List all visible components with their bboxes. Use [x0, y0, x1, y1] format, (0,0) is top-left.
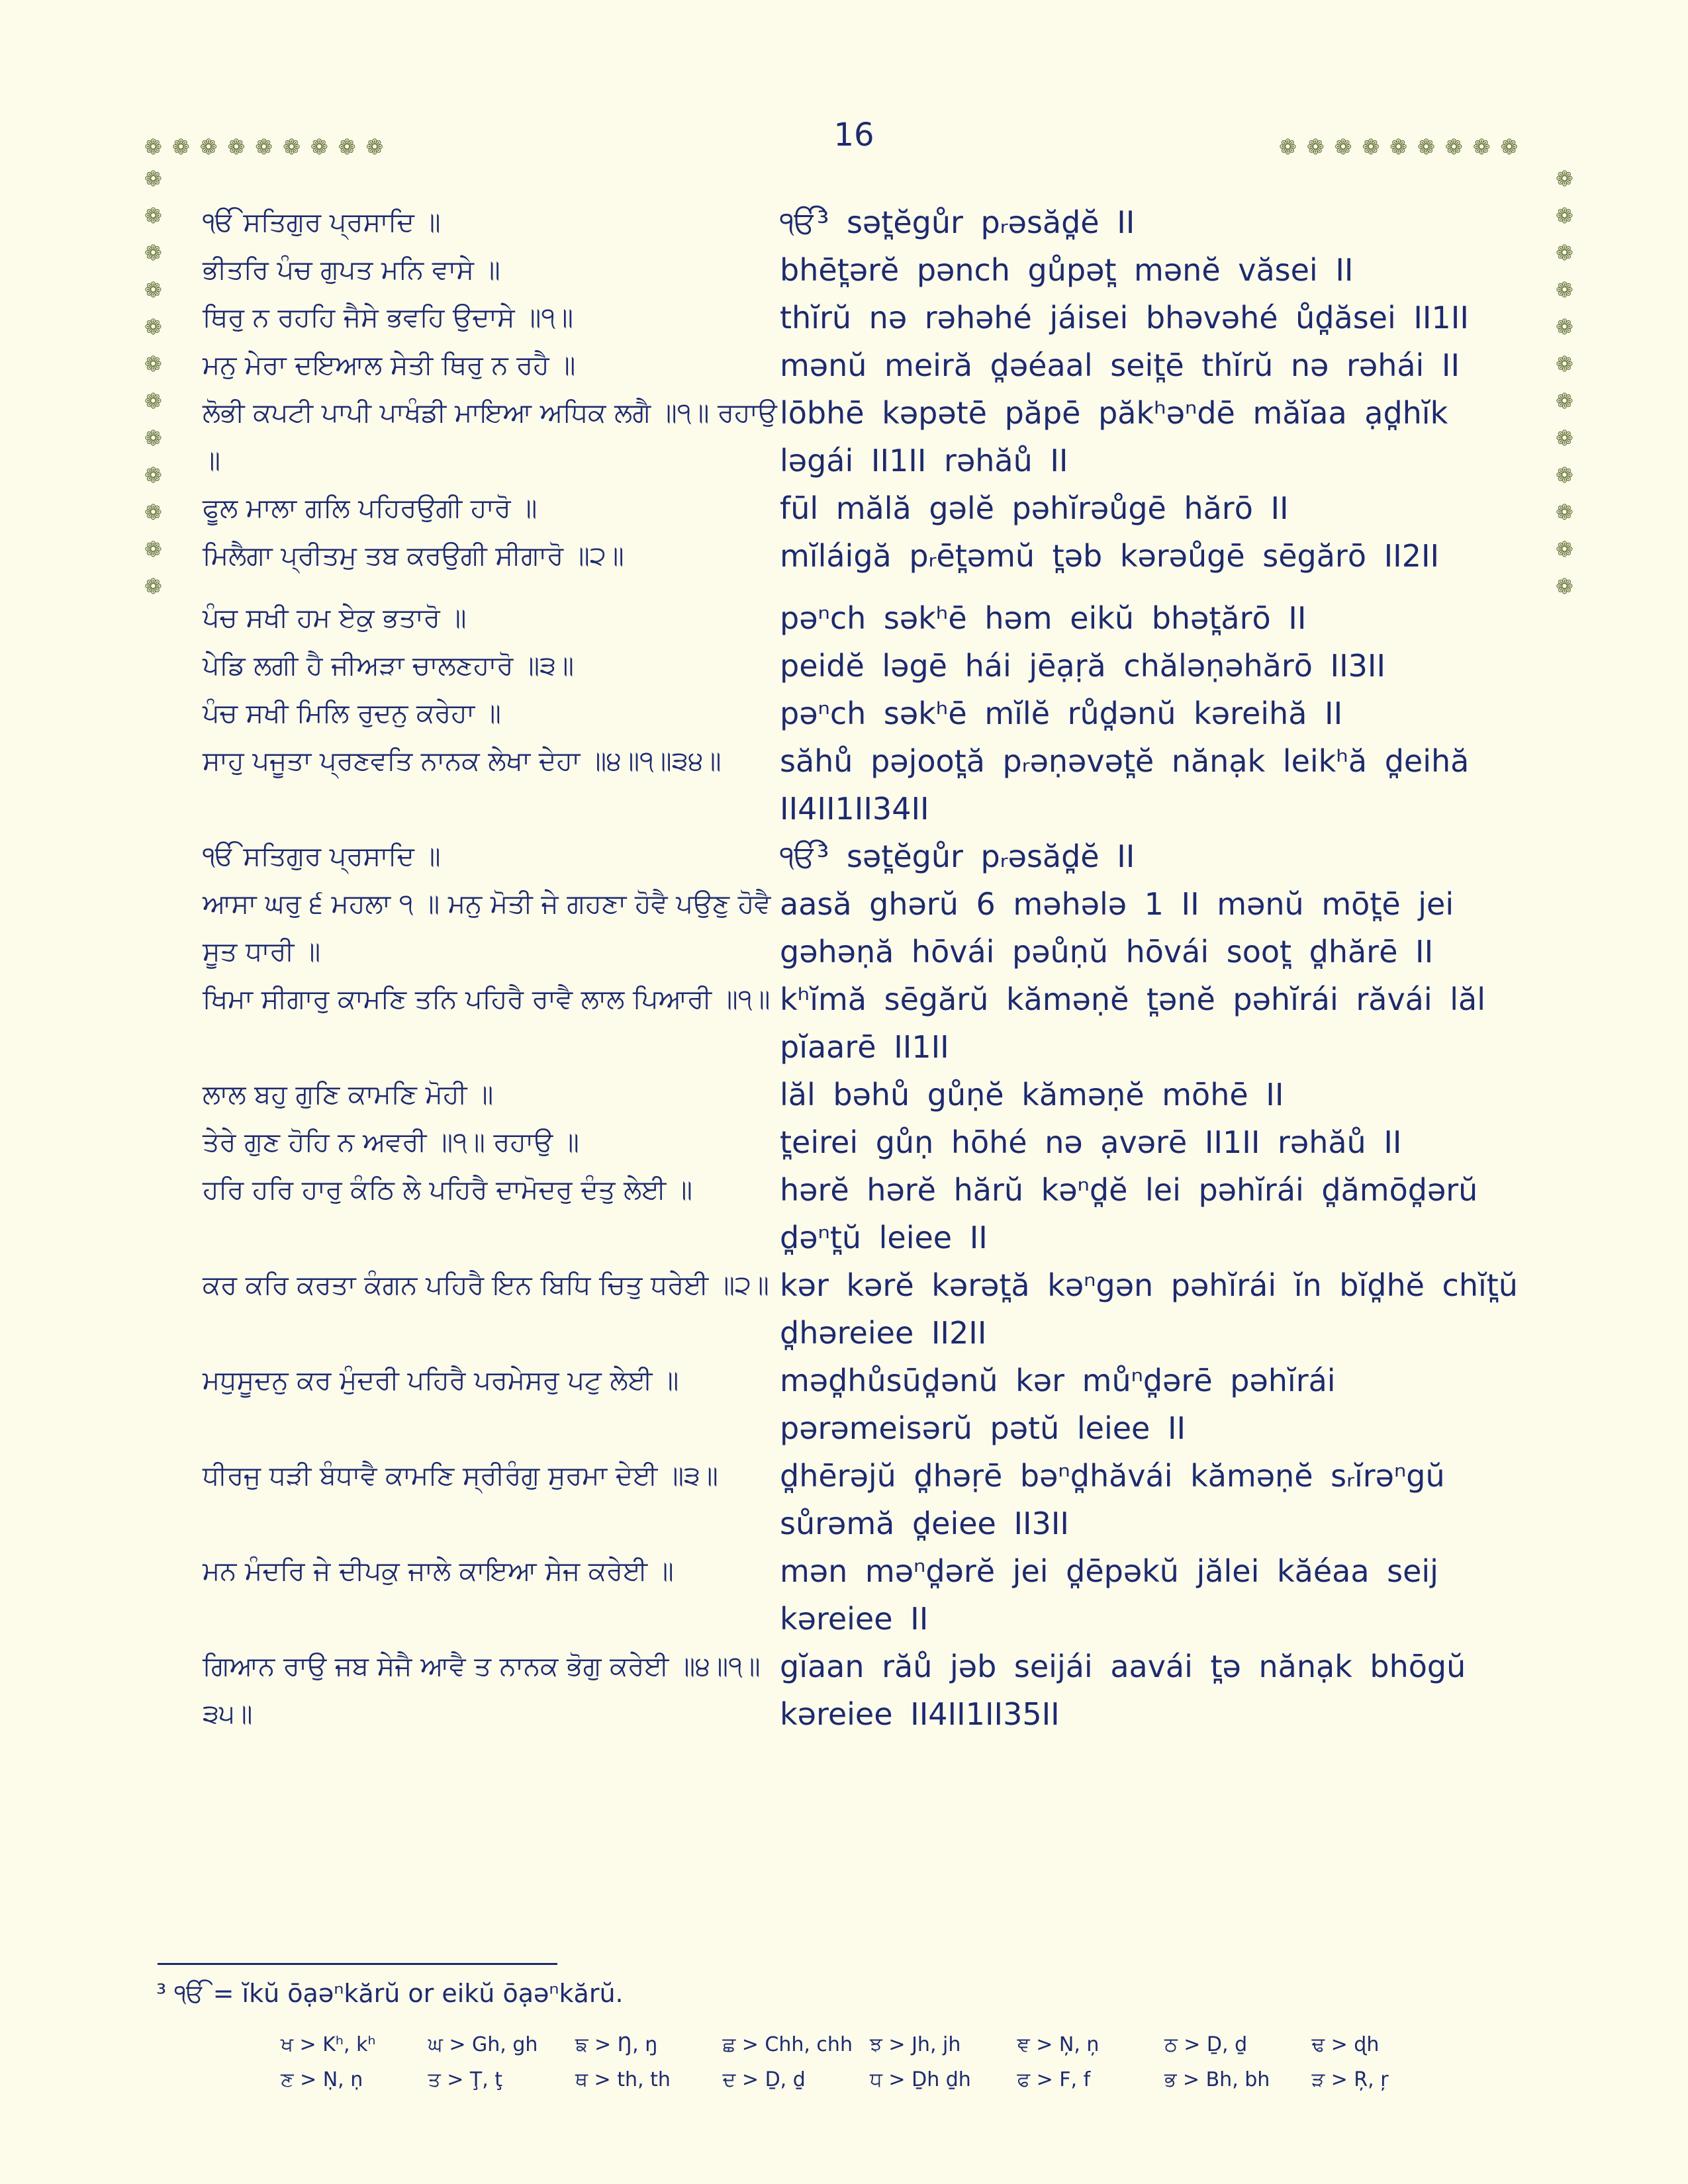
flower-icon: ❁ — [1556, 574, 1573, 599]
flower-icon: ❁ — [1556, 537, 1573, 562]
gurmukhi-text: ਹਰਿ ਹਰਿ ਹਾਰੁ ਕੰਠਿ ਲੇ ਪਹਿਰੈ ਦਾਮੋਦਰੁ ਦੰਤੁ ਲੇਈ ॥ — [203, 1175, 692, 1205]
key-entry: ਢ > ɖh — [1311, 2033, 1380, 2056]
verse-row — [203, 294, 1533, 341]
verse-row — [203, 1547, 1533, 1643]
flower-icon: ❁ — [144, 277, 162, 302]
flower-icon: ❁ — [1444, 134, 1463, 159]
gurmukhi-text: ਸਾਹੁ ਪਜੂਤਾ ਪ੍ਰਣਵਤਿ ਨਾਨਕ ਲੇਖਾ ਦੇਹਾ ॥੪॥੧॥੩੪॥ — [203, 746, 722, 776]
flower-icon: ❁ — [144, 166, 162, 191]
flower-icon: ❁ — [144, 463, 162, 488]
flower-icon: ❁ — [1556, 388, 1573, 414]
verse-row — [203, 1452, 1533, 1547]
gurmukhi-text: ਮਿਲੈਗਾ ਪ੍ਰੀਤਮੁ ਤਬ ਕਰਉਗੀ ਸੀਗਾਰੋ ॥੨॥ — [203, 541, 624, 571]
transliteration-text: ੴ³ sət̪ĕgůr pᵣəsăd̪ĕ II — [780, 839, 1135, 874]
transliteration-text: gĭaan răů jəb seijái aavái t̪ə nănạk bhōgŭ kəreiee II4II1II35II — [780, 1649, 1466, 1732]
flower-icon: ❁ — [144, 500, 162, 525]
flower-icon: ❁ — [1500, 134, 1519, 159]
flower-icon: ❁ — [1279, 134, 1297, 159]
key-entry: ਦ > Ḏ, ḏ — [722, 2068, 806, 2091]
gurmukhi-text: ਲਾਲ ਬਹੁ ਗੁਣਿ ਕਾਮਣਿ ਮੋਹੀ ॥ — [203, 1079, 494, 1110]
key-entry: ਖ > Kʰ, kʰ — [281, 2033, 376, 2056]
flower-icon: ❁ — [1389, 134, 1408, 159]
verse-row — [203, 1118, 1533, 1166]
flower-icon: ❁ — [1556, 203, 1573, 228]
transliteration-text: kʰĭmă sēgărŭ kăməṇĕ t̪ənĕ pəhĭrái răvái lăl pĭaarē II1II — [780, 981, 1486, 1065]
flower-icon: ❁ — [144, 240, 162, 265]
flower-icon: ❁ — [1556, 463, 1573, 488]
ornament-top-left — [144, 136, 383, 158]
flower-icon: ❁ — [1556, 500, 1573, 525]
ornament-left-column — [144, 168, 162, 597]
gurmukhi-text: ਆਸਾ ਘਰੁ ੬ ਮਹਲਾ ੧ ॥ ਮਨੁ ਮੋਤੀ ਜੇ ਗਹਣਾ ਹੋਵੈ ਪਉਣੁ ਹੋਵੈ ਸੂਤ ਧਾਰੀ ॥ — [203, 889, 771, 967]
transliteration-text: məd̪hůsūd̪ənŭ kər můⁿd̪ərē pəhĭrái pərəmeisərŭ pətŭ leiee II — [780, 1363, 1336, 1446]
transliteration-text: mənŭ meiră d̪əéaal seit̪ē thĭrŭ nə rəhái II — [780, 347, 1460, 383]
key-entry: ੜ > Ŗ, ŗ — [1311, 2068, 1389, 2091]
verse-row — [203, 642, 1533, 690]
flower-icon: ❁ — [1417, 134, 1435, 159]
key-entry: ਭ > Bh, bh — [1164, 2068, 1270, 2091]
transliteration-key — [281, 2033, 1459, 2091]
transliteration-text: thĭrŭ nə rəhəhé jáisei bhəvəhé ůd̪ăsei II1II — [780, 300, 1469, 336]
flower-icon: ❁ — [338, 134, 356, 159]
gurmukhi-text: ਪੰਚ ਸਖੀ ਹਮ ਏਕੁ ਭਤਾਰੋ ॥ — [203, 603, 467, 633]
key-entry: ਫ > F, f — [1017, 2068, 1091, 2091]
gurmukhi-text: ਫੂਲ ਮਾਲਾ ਗਲਿ ਪਹਿਰਉਗੀ ਹਾਰੋ ॥ — [203, 493, 538, 523]
gurmukhi-text: ੴ ਸਤਿਗੁਰ ਪ੍ਰਸਾਦਿ ॥ — [203, 841, 441, 872]
key-entry: ਛ > Chh, chh — [722, 2033, 853, 2056]
key-entry: ਤ > Ţ, ţ — [428, 2068, 503, 2091]
transliteration-text: kər kərĕ kərət̪ă kəⁿgən pəhĭrái ĭn bĭd̪hĕ chĭt̪ŭ d̪həreiee II2II — [780, 1267, 1518, 1351]
flower-icon: ❁ — [144, 537, 162, 562]
flower-icon: ❁ — [365, 134, 384, 159]
transliteration-text: peidĕ ləgē hái jēạṛă chăləṇəhărō II3II — [780, 648, 1386, 684]
flower-icon: ❁ — [199, 134, 218, 159]
gurmukhi-text: ਧੀਰਜੁ ਧੜੀ ਬੰਧਾਵੈ ਕਾਮਣਿ ਸ੍ਰੀਰੰਗੁ ਸੁਰਮਾ ਦੇਈ ॥੩॥ — [203, 1461, 718, 1491]
key-entry: ਘ > Gh, gh — [428, 2033, 538, 2056]
gurmukhi-text: ਪੇਡਿ ਲਗੀ ਹੈ ਜੀਅੜਾ ਚਾਲਣਹਾਰੋ ॥੩॥ — [203, 651, 574, 681]
transliteration-text: săhů pəjoot̪ă pᵣəṇəvət̪ĕ nănạk leikʰă d̪eihă II4II1II34II — [780, 743, 1470, 827]
gurmukhi-text: ਮਧੁਸੂਦਨੁ ਕਰ ਮੁੰਦਰੀ ਪਹਿਰੈ ਪਰਮੇਸਰੁ ਪਟੁ ਲੇਈ ॥ — [203, 1365, 679, 1396]
key-entry: ਙ > Ŋ, ŋ — [575, 2033, 658, 2056]
gurmukhi-text: ਕਰ ਕਰਿ ਕਰਤਾ ਕੰਗਨ ਪਹਿਰੈ ਇਨ ਬਿਧਿ ਚਿਤੁ ਧਰੇਈ ॥੨॥ — [203, 1270, 769, 1300]
key-entry: ਥ > th, th — [575, 2068, 671, 2091]
key-entry: ਣ > Ṇ, ṇ — [281, 2068, 363, 2091]
flower-icon: ❁ — [1556, 314, 1573, 340]
verse-row — [203, 594, 1533, 642]
gurmukhi-text: ਭੀਤਰਿ ਪੰਚ ਗੁਪਤ ਮਨਿ ਵਾਸੇ ॥ — [203, 255, 500, 285]
gurmukhi-text: ਖਿਮਾ ਸੀਗਾਰੁ ਕਾਮਣਿ ਤਨਿ ਪਹਿਰੈ ਰਾਵੈ ਲਾਲ ਪਿਆਰੀ ॥੧॥ — [203, 984, 771, 1015]
page-number: 16 — [833, 116, 874, 154]
verse-row — [203, 976, 1533, 1071]
flower-icon: ❁ — [283, 134, 301, 159]
flower-icon: ❁ — [1472, 134, 1491, 159]
transliteration-text: mən məⁿd̪ərĕ jei d̪ēpəkŭ jălei kăéaa seij kəreiee II — [780, 1553, 1438, 1637]
gurmukhi-text: ਮਨੁ ਮੇਰਾ ਦਇਆਲ ਸੇਤੀ ਥਿਰੁ ਨ ਰਹੈ ॥ — [203, 350, 576, 381]
verse-row — [203, 532, 1533, 580]
flower-icon: ❁ — [144, 388, 162, 414]
key-entry: ਝ > Jh, jh — [870, 2033, 961, 2056]
flower-icon: ❁ — [1334, 134, 1352, 159]
verse-table — [203, 199, 1533, 1738]
gurmukhi-text: ਥਿਰੁ ਨ ਰਹਹਿ ਜੈਸੇ ਭਵਹਿ ਉਦਾਸੇ ॥੧॥ — [203, 302, 574, 333]
transliteration-text: d̪hērəjŭ d̪həṛē bəⁿd̪hăvái kăməṇĕ sᵣĭrəⁿgŭ sůrəmă d̪eiee II3II — [780, 1458, 1445, 1541]
verse-row — [203, 246, 1533, 294]
key-entry: ਠ > Ḏ, ḏ — [1164, 2033, 1248, 2056]
transliteration-text: fūl mălă gəlĕ pəhĭrəůgē hărō II — [780, 490, 1289, 526]
transliteration-text: pəⁿch səkʰē həm eikŭ bhət̪ărō II — [780, 600, 1307, 636]
transliteration-text: mĭláigă pᵣēt̪əmŭ t̪əb kərəůgē sēgărō II2II — [780, 538, 1440, 574]
transliteration-text: ੴ³ sət̪ĕgůr pᵣəsăd̪ĕ II — [780, 205, 1135, 240]
verse-row — [203, 737, 1533, 833]
verse-row — [203, 199, 1533, 246]
ornament-top-right — [1279, 136, 1518, 158]
transliteration-text: bhēt̪ərĕ pənch gůpət̪ mənĕ văsei II — [780, 252, 1354, 288]
flower-icon: ❁ — [144, 574, 162, 599]
verse-row — [203, 690, 1533, 737]
verse-row — [203, 1643, 1533, 1738]
flower-icon: ❁ — [144, 351, 162, 377]
ornament-right-column — [1556, 168, 1573, 597]
gurmukhi-text: ਗਿਆਨ ਰਾਉ ਜਬ ਸੇਜੈ ਆਵੈ ਤ ਨਾਨਕ ਭੋਗੁ ਕਰੇਈ ॥੪॥੧॥੩੫॥ — [203, 1651, 761, 1729]
gurmukhi-text: ਮਨ ਮੰਦਰਿ ਜੇ ਦੀਪਕੁ ਜਾਲੇ ਕਾਇਆ ਸੇਜ ਕਰੇਈ ॥ — [203, 1556, 674, 1586]
flower-icon: ❁ — [1556, 240, 1573, 265]
flower-icon: ❁ — [144, 203, 162, 228]
footnote: ³ ੴ = ĭkŭ ōạəⁿkărŭ or eikŭ ōạəⁿkărŭ. — [156, 1979, 624, 2008]
flower-icon: ❁ — [1556, 426, 1573, 451]
flower-icon: ❁ — [227, 134, 246, 159]
flower-icon: ❁ — [144, 134, 162, 159]
gurmukhi-text: ੴ ਸਤਿਗੁਰ ਪ੍ਰਸਾਦਿ ॥ — [203, 207, 441, 238]
gurmukhi-text: ਲੋਭੀ ਕਪਟੀ ਪਾਪੀ ਪਾਖੰਡੀ ਮਾਇਆ ਅਧਿਕ ਲਗੈ ॥੧॥ ਰਹਾਉ ॥ — [203, 398, 777, 476]
key-entry: ਞ > Ņ, ņ — [1017, 2033, 1100, 2056]
transliteration-text: lăl bəhů gůṇĕ kăməṇĕ mōhē II — [780, 1077, 1284, 1113]
transliteration-text: aasă ghərŭ 6 məhələ 1 II mənŭ mōt̪ē jei gəhəṇă hōvái pəůṇŭ hōvái soot̪ d̪hărē II — [780, 886, 1454, 970]
flower-icon: ❁ — [310, 134, 328, 159]
gurmukhi-text: ਪੰਚ ਸਖੀ ਮਿਲਿ ਰੁਦਨੁ ਕਰੇਹਾ ॥ — [203, 698, 501, 729]
flower-icon: ❁ — [144, 314, 162, 340]
flower-icon: ❁ — [1556, 351, 1573, 377]
transliteration-text: lōbhē kəpətē păpē păkʰəⁿdē măĭaa ạd̪hĭk ləgái II1II rəhăů II — [780, 395, 1448, 478]
flower-icon: ❁ — [1556, 166, 1573, 191]
verse-row — [203, 1071, 1533, 1118]
verse-row — [203, 880, 1533, 976]
verse-row — [203, 833, 1533, 880]
flower-icon: ❁ — [1556, 277, 1573, 302]
transliteration-text: hərĕ hərĕ hărŭ kəⁿd̪ĕ lei pəhĭrái d̪ămōd̪ərŭ d̪əⁿt̪ŭ leiee II — [780, 1172, 1478, 1255]
flower-icon: ❁ — [171, 134, 190, 159]
gurmukhi-text: ਤੇਰੇ ਗੁਣ ਹੋਹਿ ਨ ਅਵਰੀ ॥੧॥ ਰਹਾਉ ॥ — [203, 1127, 579, 1158]
verse-row — [203, 341, 1533, 389]
flower-icon: ❁ — [144, 426, 162, 451]
spacer — [203, 580, 1533, 594]
verse-row — [203, 1166, 1533, 1261]
transliteration-text: t̪eirei gůṇ hōhé nə ạvərē II1II rəhăů II — [780, 1124, 1402, 1160]
verse-row — [203, 389, 1533, 484]
flower-icon: ❁ — [1362, 134, 1380, 159]
verse-row — [203, 1261, 1533, 1357]
transliteration-text: pəⁿch səkʰē mĭlĕ růd̪ənŭ kəreihă II — [780, 696, 1343, 731]
key-entry: ਧ > Ḏh ḏh — [870, 2068, 971, 2091]
footnote-divider — [158, 1963, 557, 1965]
flower-icon: ❁ — [1306, 134, 1325, 159]
verse-row — [203, 484, 1533, 532]
verse-row — [203, 1357, 1533, 1452]
flower-icon: ❁ — [255, 134, 273, 159]
